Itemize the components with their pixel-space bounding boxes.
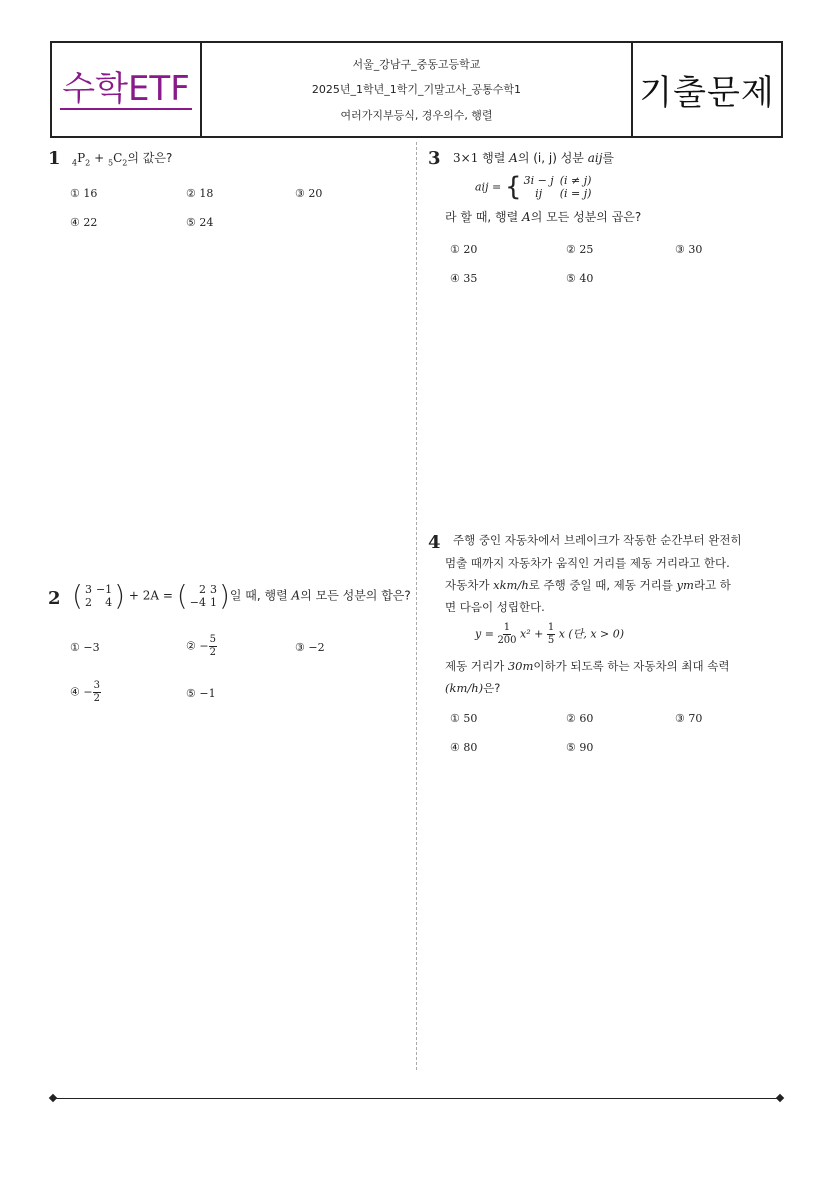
column-divider (416, 142, 417, 1070)
doc-type: 기출문제 (639, 73, 775, 113)
problem-4-line: 주행 중인 자동차에서 브레이크가 작동한 순간부터 완전히 (453, 533, 742, 547)
choice[interactable]: ② 60 (566, 712, 594, 725)
choice[interactable]: ③ 70 (675, 712, 703, 725)
choice[interactable]: ① −3 (70, 641, 100, 654)
header-box (50, 41, 783, 138)
footer-rule (53, 1098, 780, 1099)
choice[interactable]: ⑤ 90 (566, 741, 594, 754)
matrix-right: ( 2 3 −4 1 ) (176, 579, 230, 612)
braking-formula: y = $\frac{1}{200}$ x² + $\frac{1}{5}$ x (단, x > 0) (475, 622, 625, 646)
choice[interactable]: ③ 30 (675, 243, 703, 256)
problem-number: 2 (48, 588, 61, 609)
choice[interactable]: ⑤ −1 (186, 687, 216, 700)
choice[interactable]: ④ − $\frac{3}{2}$ (70, 680, 100, 704)
logo-cell (52, 43, 202, 136)
problem-4-line: 자동차가 xkm/h로 주행 중일 때, 제동 거리를 ym라고 하 (445, 578, 731, 592)
topics: 여러가지부등식, 경우의수, 행렬 (340, 109, 493, 123)
problem-number: 3 (428, 148, 441, 169)
equation-middle: + 2A = (128, 588, 173, 603)
problem-number: 1 (48, 148, 61, 169)
problem-4-line: 제동 거리가 30m이하가 되도록 하는 자동차의 최대 속력 (445, 659, 730, 673)
choice[interactable]: ① 20 (450, 243, 478, 256)
header-info (202, 43, 633, 136)
problem-1-question: $_4P_2 + _5C_2$의 값은? (72, 151, 173, 168)
choice[interactable]: ① 50 (450, 712, 478, 725)
problem-2-question: ( 3 −1 2 4 ) + 2A = ( 2 3 −4 1 ) 일 때, 행렬 A의 모든 성분의 합은? (72, 579, 411, 612)
school-name: 서울_강남구_중동고등학교 (352, 57, 481, 71)
permutation-expression: $_4P_2 + _5C_2$ (72, 151, 128, 168)
choice[interactable]: ② 25 (566, 243, 594, 256)
problem-number: 4 (428, 532, 441, 553)
exam-name: 2025년_1학년_1학기_기말고사_공통수학1 (311, 83, 522, 97)
choice[interactable]: ② 18 (186, 187, 214, 200)
doc-type-cell (633, 43, 781, 136)
choice[interactable]: ④ 35 (450, 272, 478, 285)
choice[interactable]: ③ 20 (295, 187, 323, 200)
logo: 수학ETF (62, 68, 190, 109)
problem-3-definition: aij = { 3i − j (i ≠ j) ij (i = j) (475, 172, 592, 202)
problem-4-line: 면 다음이 성립한다. (445, 600, 545, 614)
diamond-icon (776, 1094, 784, 1102)
diamond-icon (49, 1094, 57, 1102)
choice[interactable]: ④ 22 (70, 216, 98, 229)
matrix-left: ( 3 −1 2 4 ) (72, 579, 126, 612)
choice[interactable]: ② − $\frac{5}{2}$ (186, 634, 216, 658)
choice[interactable]: ③ −2 (295, 641, 325, 654)
choice[interactable]: ⑤ 24 (186, 216, 214, 229)
problem-3-followup: 라 할 때, 행렬 A의 모든 성분의 곱은? (445, 210, 642, 224)
choice[interactable]: ① 16 (70, 187, 98, 200)
problem-3-question: 3×1 행렬 A의 (i, j) 성분 aij를 (453, 151, 615, 165)
problem-4-line: (km/h)은? (445, 681, 501, 695)
problem-4-line: 멈출 때까지 자동차가 움직인 거리를 제동 거리라고 한다. (445, 556, 730, 570)
choice[interactable]: ⑤ 40 (566, 272, 594, 285)
choice[interactable]: ④ 80 (450, 741, 478, 754)
